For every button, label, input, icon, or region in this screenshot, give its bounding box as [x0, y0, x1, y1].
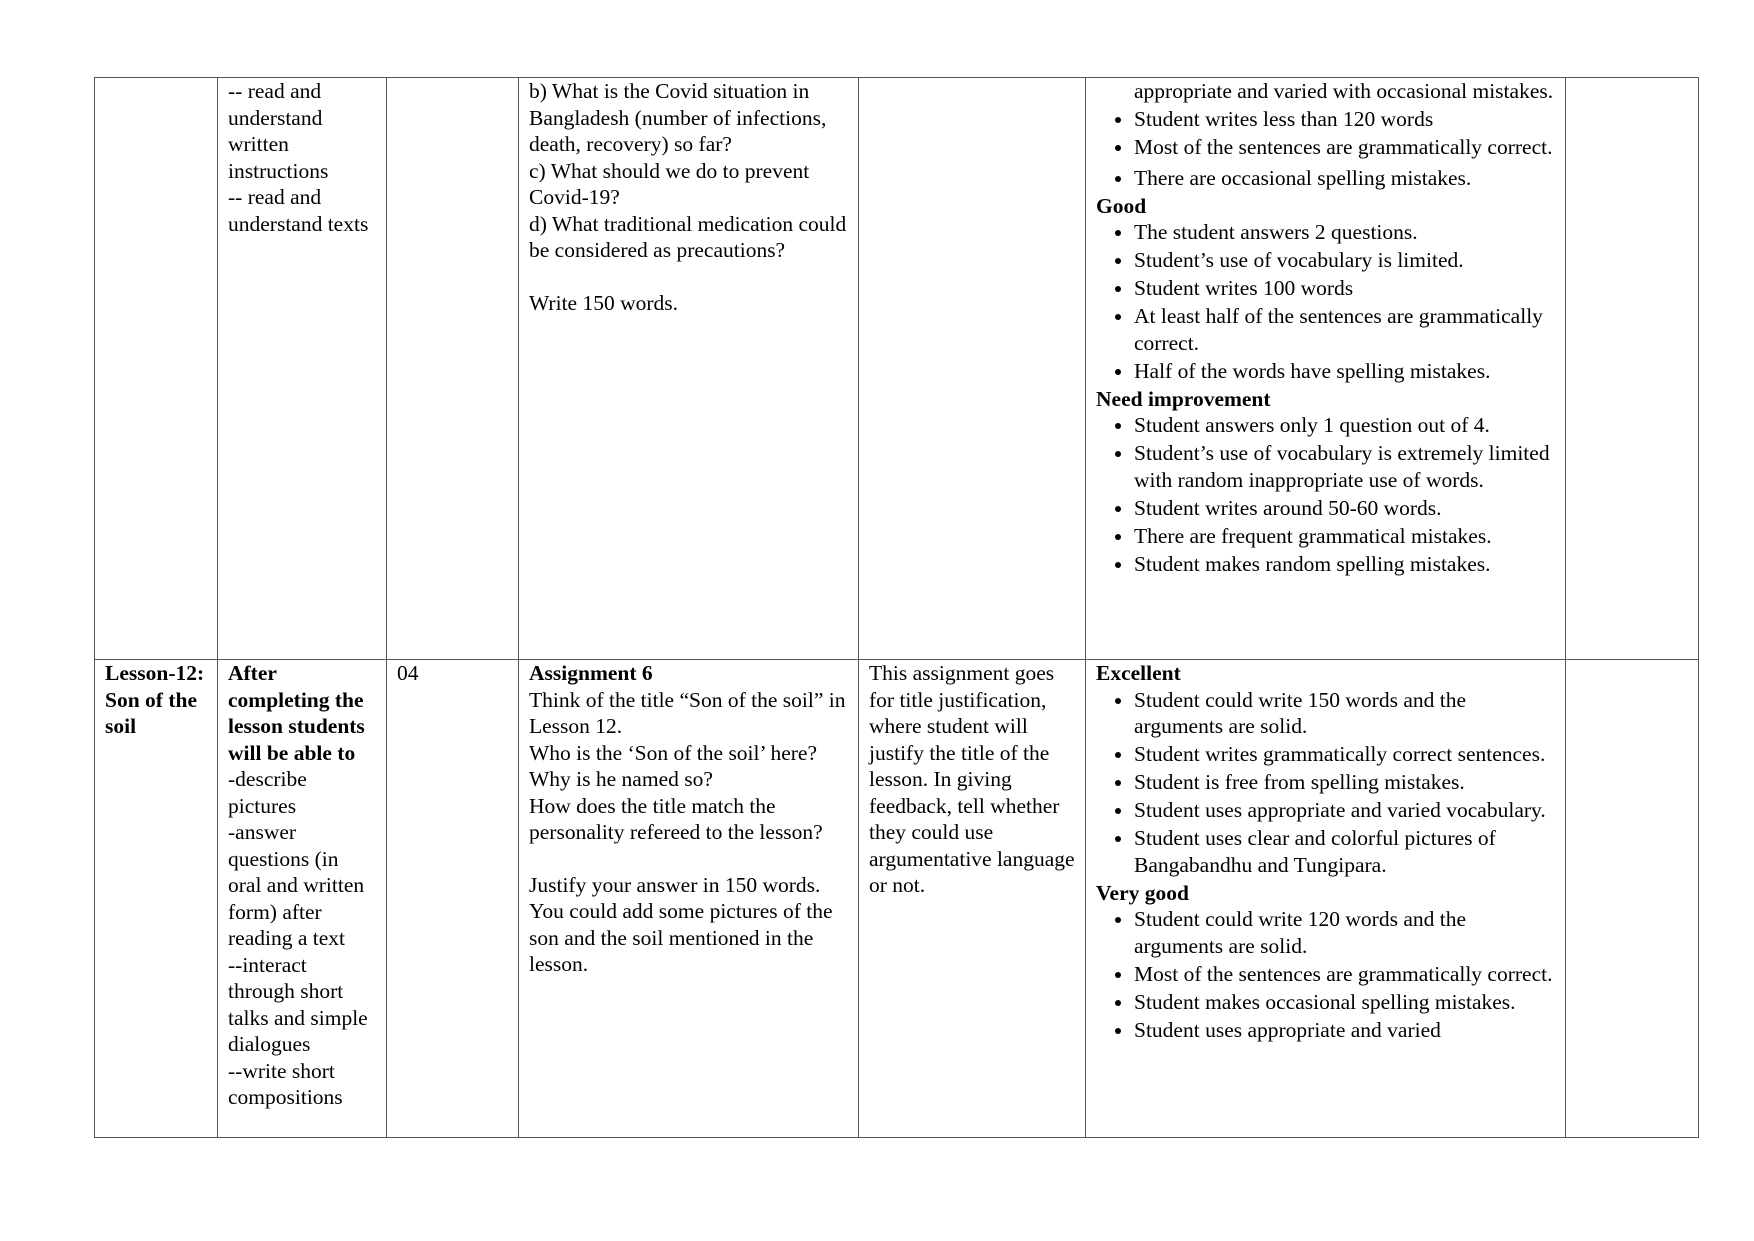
rubric-level-heading: Excellent [1096, 661, 1181, 685]
rubric-item: • Student’s use of vocabulary is extremely limited with random inappropriate use of words. [1134, 440, 1555, 493]
table-row [95, 660, 1699, 1138]
rubric-list [1096, 219, 1555, 384]
rubric-item: • Student makes random spelling mistakes. [1134, 551, 1555, 578]
rubric-item: • There are occasional spelling mistakes. [1134, 165, 1555, 192]
rubric-item: • Student uses appropriate and varied vocabulary. [1134, 797, 1555, 824]
assignment-line: c) What should we do to prevent Covid-19? [529, 158, 810, 209]
objectives-intro: After completing the lesson students will be able to [228, 661, 365, 765]
objective-item: -- read and understand texts [228, 185, 369, 236]
rubric-item: • Student could write 150 words and the arguments are solid. [1134, 687, 1555, 740]
rubric-item: • Student answers only 1 question out of 4. [1134, 412, 1555, 439]
objective-item: --interact through short talks and simple dialogues [228, 952, 368, 1056]
feedback-cell [859, 78, 1086, 660]
rubric-item: • Student writes 100 words [1134, 275, 1555, 302]
rubric-item: • Student uses appropriate and varied [1134, 1017, 1555, 1044]
rubric-item: • Student could write 120 words and the arguments are solid. [1134, 906, 1555, 959]
rubric-cell [1086, 78, 1566, 660]
period-value: 04 [397, 661, 419, 685]
rubric-list [1096, 106, 1555, 191]
table-row [95, 78, 1699, 660]
feedback-text: This assignment goes for title justification, where student will justify the title of the lesson. In giving feedback, tell whether they could use argumentative language or not. [869, 661, 1075, 897]
assignment-line: d) What traditional medication could be considered as precautions? [529, 211, 847, 262]
rubric-item: • Half of the words have spelling mistakes. [1134, 358, 1555, 385]
rubric-list [1096, 906, 1555, 1043]
assignment-line: Who is the ‘Son of the soil’ here? Why is he named so? [529, 740, 817, 791]
lesson-label: Lesson-12: Son of the soil [105, 661, 205, 738]
rubric-level-heading: Need improvement [1096, 386, 1271, 411]
rubric-cell [1086, 660, 1566, 1138]
rubric-level-heading: Good [1096, 193, 1147, 218]
rubric-continuation: appropriate and varied with occasional mistakes. [1134, 79, 1554, 103]
assignment-line: Think of the title “Son of the soil” in Lesson 12. [529, 687, 846, 738]
remarks-cell [1566, 78, 1699, 660]
rubric-item: • Student writes around 50-60 words. [1134, 495, 1555, 522]
assignment-note: Write 150 words. [529, 290, 679, 315]
lesson-cell [95, 78, 218, 660]
assignment-line: b) What is the Covid situation in Bangladesh (number of infections, death, recovery) so far? [529, 79, 827, 156]
rubric-item: • Student’s use of vocabulary is limited. [1134, 247, 1555, 274]
rubric-item: • The student answers 2 questions. [1134, 219, 1555, 246]
period-cell [387, 660, 519, 1138]
objectives-cell [218, 660, 387, 1138]
lesson-plan-table [94, 77, 1699, 1138]
lesson-cell [95, 660, 218, 1138]
rubric-item: • There are frequent grammatical mistakes. [1134, 523, 1555, 550]
rubric-list [1096, 412, 1555, 577]
assignment-title: Assignment 6 [529, 661, 653, 685]
period-cell [387, 78, 519, 660]
rubric-level-heading: Very good [1096, 880, 1189, 905]
objective-item: --write short compositions [228, 1058, 343, 1109]
objectives-cell [218, 78, 387, 660]
rubric-list [1096, 78, 1555, 105]
remarks-cell [1566, 660, 1699, 1138]
rubric-item: • Student uses clear and colorful pictures of Bangabandhu and Tungipara. [1134, 825, 1555, 878]
objective-item: -answer questions (in oral and written form) after reading a text [228, 820, 365, 950]
rubric-item: • Student makes occasional spelling mistakes. [1134, 989, 1555, 1016]
rubric-item: • Most of the sentences are grammatically correct. [1134, 961, 1555, 988]
rubric-item: • Student writes grammatically correct sentences. [1134, 741, 1555, 768]
rubric-item: • Student writes less than 120 words [1134, 106, 1555, 133]
feedback-cell [859, 660, 1086, 1138]
rubric-item: • Most of the sentences are grammatically correct. [1134, 134, 1555, 161]
assignment-cell [519, 78, 859, 660]
rubric-item: • Student is free from spelling mistakes. [1134, 769, 1555, 796]
assignment-note: Justify your answer in 150 words. You could add some pictures of the son and the soil mentioned in the lesson. [529, 872, 833, 976]
assignment-cell [519, 660, 859, 1138]
objective-item: -describe pictures [228, 767, 307, 818]
objective-item: -- read and understand written instructions [228, 79, 329, 183]
assignment-line: How does the title match the personality refereed to the lesson? [529, 793, 823, 844]
rubric-item: • At least half of the sentences are grammatically correct. [1134, 303, 1555, 356]
rubric-list [1096, 687, 1555, 879]
